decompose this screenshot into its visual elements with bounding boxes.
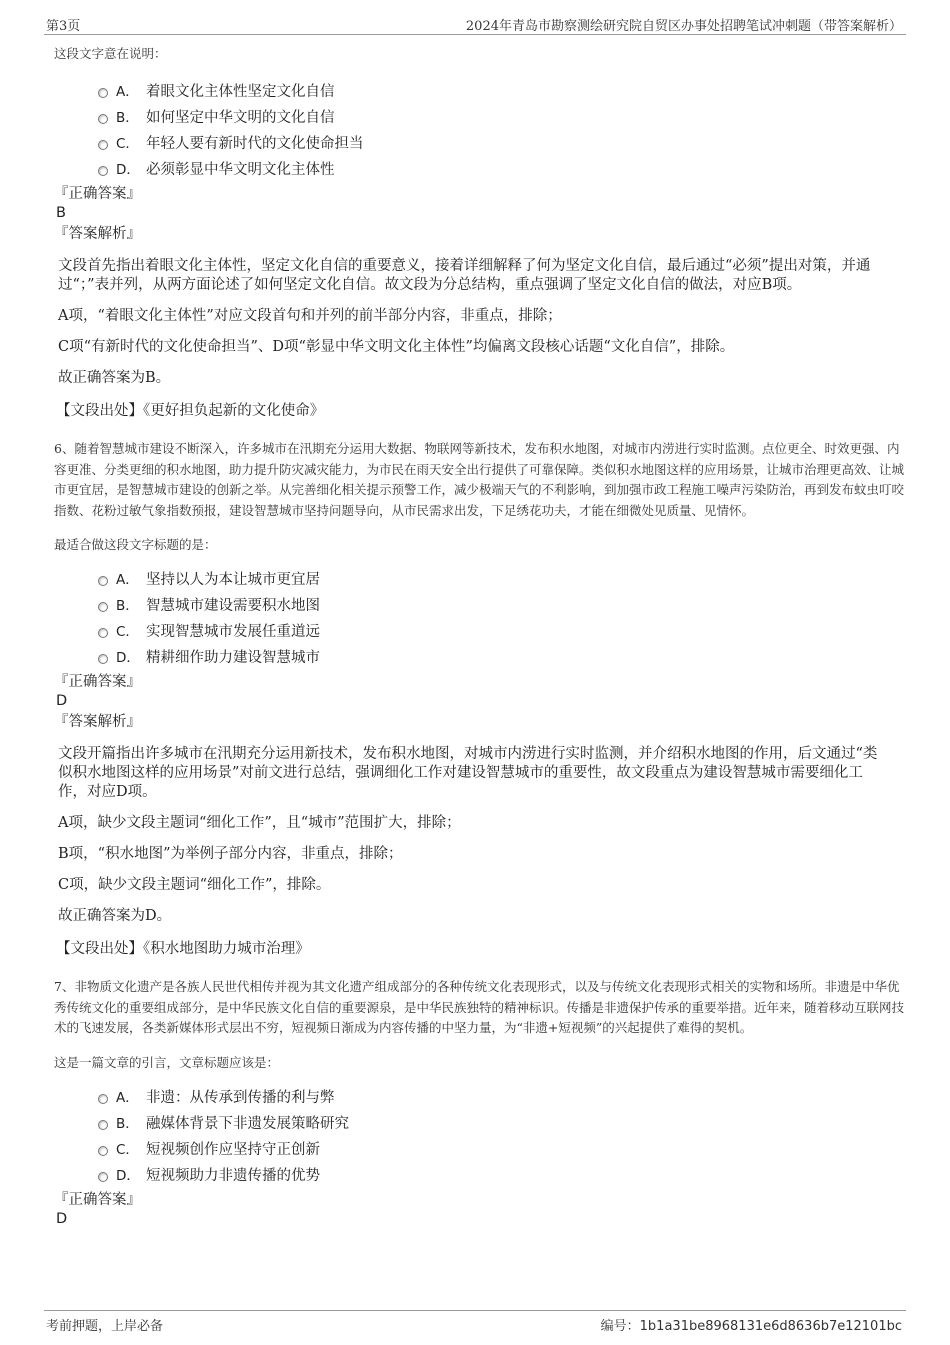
q5-option-a[interactable]: A． 着眼文化主体性坚定文化自信 <box>98 79 904 105</box>
radio-icon[interactable] <box>98 576 108 586</box>
q5-options <box>98 79 904 183</box>
q6-analysis-4: C项，缺少文段主题词“细化工作”，排除。 <box>58 877 331 893</box>
q5-analysis-4: 故正确答案为B。 <box>58 370 171 386</box>
radio-icon[interactable] <box>98 1172 108 1182</box>
q6-source: 【文段出处】《积水地图助力城市治理》 <box>56 941 310 957</box>
page-footer <box>44 1310 906 1337</box>
q6-analysis-label: 『答案解析』 <box>54 714 141 730</box>
q5-option-d[interactable]: D． 必须彰显中华文明文化主体性 <box>98 157 904 183</box>
q7-option-c[interactable]: C． 短视频创作应坚持守正创新 <box>98 1137 904 1163</box>
q5-option-c[interactable]: C． 年轻人要有新时代的文化使命担当 <box>98 131 904 157</box>
q6-analysis-1: 文段开篇指出许多城市在汛期充分运用新技术，发布积水地图，对城市内涝进行实时监测，并介绍积水地图的作用，后文通过“类似积水地图这样的应用场景”对前文进行总结，强调细化工作对建设智慧城市的重要性，故文段重点为建设智慧城市需要细化工作，对应D项。 <box>58 746 878 800</box>
radio-icon[interactable] <box>98 166 108 176</box>
radio-icon[interactable] <box>98 1146 108 1156</box>
q5-source: 【文段出处】《更好担负起新的文化使命》 <box>56 403 325 419</box>
q7-answer-label: 『正确答案』 <box>54 1191 141 1208</box>
q6-answer: D <box>56 693 68 709</box>
page-header <box>44 12 906 35</box>
q7-option-d[interactable]: D． 短视频助力非遗传播的优势 <box>98 1163 904 1189</box>
q6-analysis-3: B项，“积水地图”为举例子部分内容，非重点，排除； <box>58 846 403 862</box>
radio-icon[interactable] <box>98 628 108 638</box>
radio-icon[interactable] <box>98 1094 108 1104</box>
q7-prompt: 这是一篇文章的引言，文章标题应该是： <box>54 1054 280 1070</box>
q5-option-b[interactable]: B． 如何坚定中华文明的文化自信 <box>98 105 904 131</box>
q6-options <box>98 567 904 671</box>
q6-prompt: 最适合做这段文字标题的是： <box>54 537 217 552</box>
q6-option-a[interactable]: A． 坚持以人为本让城市更宜居 <box>98 567 904 593</box>
q5-answer-label: 『正确答案』 <box>54 186 141 202</box>
radio-icon[interactable] <box>98 602 108 612</box>
q5-analysis-2: A项，“着眼文化主体性”对应文段首句和并列的前半部分内容，非重点，排除； <box>58 308 562 324</box>
page-content <box>54 44 904 1229</box>
radio-icon[interactable] <box>98 1120 108 1130</box>
q5-answer: B <box>56 205 66 221</box>
q6-option-b[interactable]: B． 智慧城市建设需要积水地图 <box>98 593 904 619</box>
q5-analysis-label: 『答案解析』 <box>54 226 141 242</box>
q7-option-b[interactable]: B． 融媒体背景下非遗发展策略研究 <box>98 1111 904 1137</box>
q7-text: 7、非物质文化遗产是各族人民世代相传并视为其文化遗产组成部分的各种传统文化表现形式，以及与传统文化表现形式相关的实物和场所。非遗是中华优秀传统文化的重要组成部分，是中华民族文化自信的重要源泉，是中华民族独特的精神标识。传播是非遗保护传承的重要举措。近年来，随着移动互联网技术的飞速发展，各类新媒体形式层出不穷，短视频日渐成为内容传播的中坚力量，为“非遗+短视频”的兴起提供了难得的契机。 <box>54 979 905 1035</box>
radio-icon[interactable] <box>98 114 108 124</box>
q6-answer-label: 『正确答案』 <box>54 674 141 690</box>
footer-slogan: 考前押题，上岸必备 <box>46 1319 164 1334</box>
document-code: 编号：1b1a31be8968131e6d8636b7e12101bc <box>600 1319 902 1334</box>
document-title: 2024年青岛市勘察测绘研究院自贸区办事处招聘笔试冲刺题（带答案解析） <box>465 19 902 34</box>
q7-options <box>98 1085 904 1189</box>
radio-icon[interactable] <box>98 654 108 664</box>
q5-analysis-1: 文段首先指出着眼文化主体性，坚定文化自信的重要意义，接着详细解释了何为坚定文化自信，最后通过“必须”提出对策，并通过“；”表并列，从两方面论述了如何坚定文化自信。故文段为分总结构，重点强调了坚定文化自信的做法，对应B项。 <box>58 258 871 293</box>
q5-prompt: 这段文字意在说明： <box>54 46 167 61</box>
q6-analysis-2: A项，缺少文段主题词“细化工作”，且“城市”范围扩大，排除； <box>58 815 461 831</box>
q5-analysis-3: C项“有新时代的文化使命担当”、D项“彰显中华文明文化主体性”均偏离文段核心话题“文化自信”，排除。 <box>58 339 735 355</box>
q6-analysis-5: 故正确答案为D。 <box>58 908 172 924</box>
q7-option-a[interactable]: A． 非遗：从传承到传播的利与弊 <box>98 1085 904 1111</box>
q6-option-c[interactable]: C． 实现智慧城市发展任重道远 <box>98 619 904 645</box>
radio-icon[interactable] <box>98 140 108 150</box>
page-number: 第3页 <box>46 19 81 34</box>
q6-option-d[interactable]: D． 精耕细作助力建设智慧城市 <box>98 645 904 671</box>
radio-icon[interactable] <box>98 88 108 98</box>
q6-text: 6、随着智慧城市建设不断深入，许多城市在汛期充分运用大数据、物联网等新技术，发布积水地图，对城市内涝进行实时监测。点位更全、时效更强、内容更准、分类更细的积水地图，助力提升防灾减灾能力，为市民在雨天安全出行提供了可靠保障。类似积水地图这样的应用场景，让城市治理更高效、让城市更宜居，是智慧城市建设的创新之举。从完善细化相关提示预警工作，减少极端天气的不利影响，到加强市政工程施工噪声污染防治，再到发布蚊虫叮咬指数、花粉过敏气象指数预报，建设智慧城市坚持问题导向，从市民需求出发，下足绣花功夫，才能在细微处见质量、见情怀。 <box>54 441 905 518</box>
q7-answer: D <box>56 1210 68 1227</box>
